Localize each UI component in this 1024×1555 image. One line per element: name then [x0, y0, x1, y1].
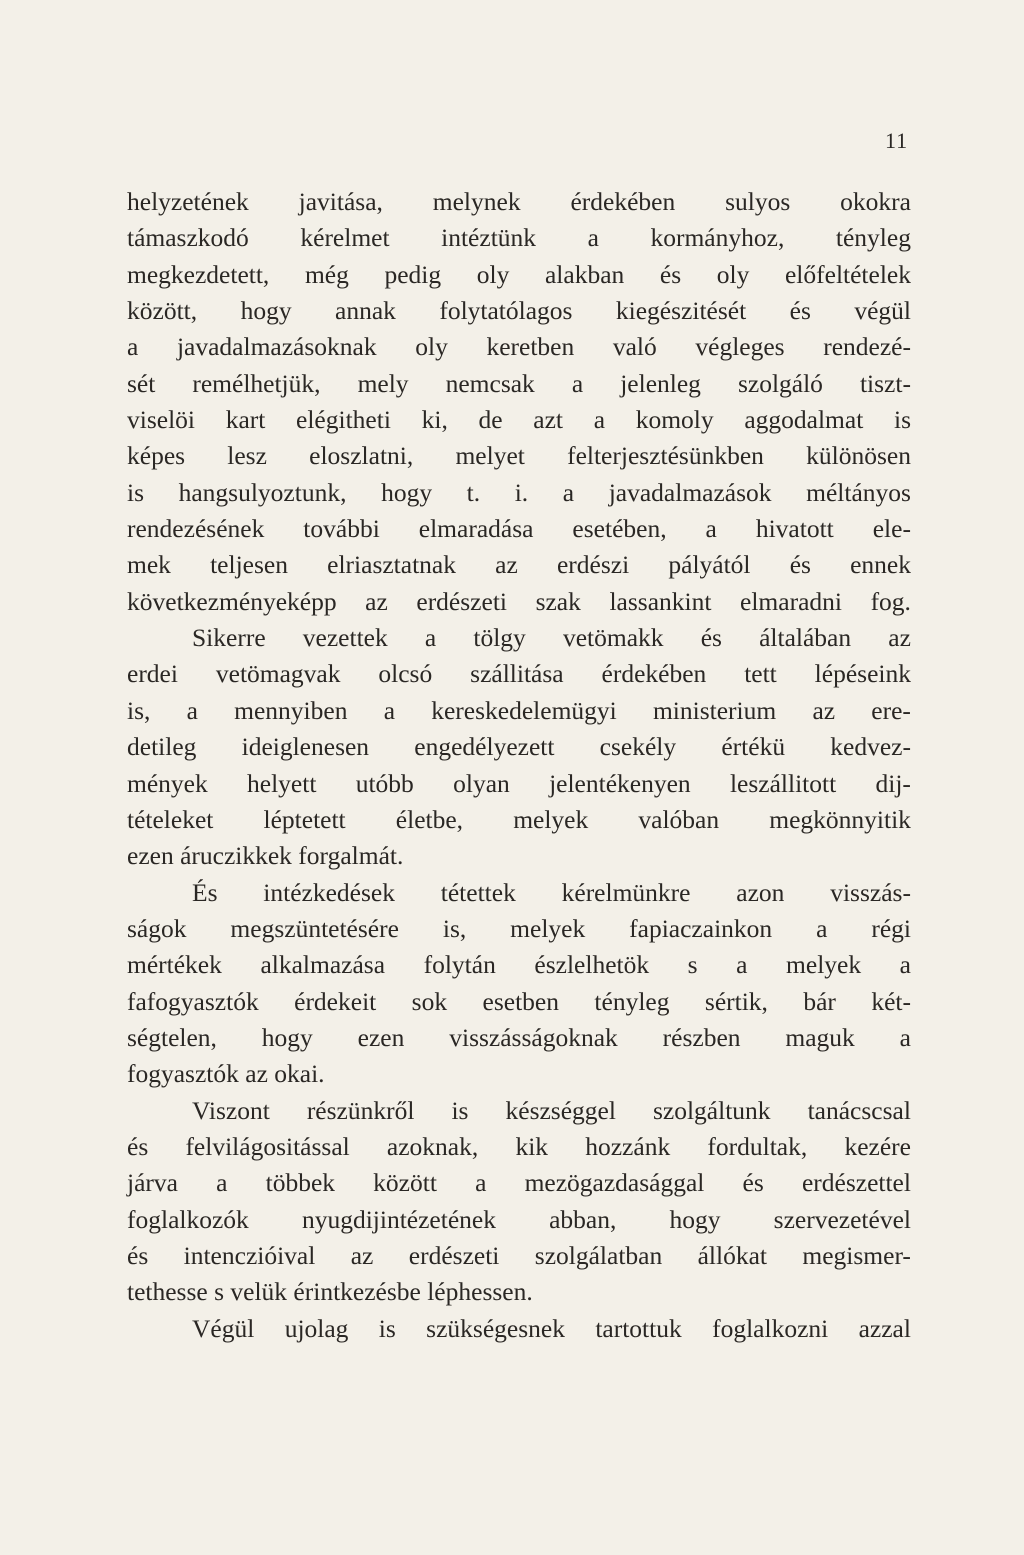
text-line: foglalkozók nyugdijintézetének abban, hogy szervezetével [127, 1204, 911, 1234]
text-line: következményeképp az erdészeti szak lassankint elmaradni fog. [127, 586, 911, 616]
text-line: És intézkedések tétettek kérelmünkre azon visszás- [192, 877, 911, 907]
text-line: mértékek alkalmazása folytán észlelhetök s a melyek a [127, 950, 911, 980]
text-line: és felvilágositással azoknak, kik hozzánk fordultak, kezére [127, 1131, 911, 1161]
text-line: erdei vetömagvak olcsó szállitása érdekében tett lépéseink [127, 659, 911, 689]
body-text [127, 184, 911, 1347]
text-line: Sikerre vezettek a tölgy vetömakk és általában az [192, 623, 911, 653]
text-line: mek teljesen elriasztatnak az erdészi pályától és ennek [127, 550, 911, 580]
text-line: képes lesz eloszlatni, melyet felterjesztésünkben különösen [127, 441, 911, 471]
text-line: ezen áruczikkek forgalmát. [127, 841, 404, 871]
text-line: és intenczióival az erdészeti szolgálatban állókat megismer- [127, 1240, 911, 1270]
text-line: tételeket léptetett életbe, melyek valóban megkönnyitik [127, 804, 911, 834]
text-line: detileg ideiglenesen engedélyezett csekély értékü kedvez- [127, 732, 911, 762]
text-line: Végül ujolag is szükségesnek tartottuk foglalkozni azzal [192, 1313, 911, 1343]
text-line: sét remélhetjük, mely nemcsak a jelenleg szolgáló tiszt- [127, 368, 911, 398]
text-line: viselöi kart elégitheti ki, de azt a komoly aggodalmat is [127, 405, 911, 435]
page-number: 11 [885, 128, 909, 153]
text-line: is, a mennyiben a kereskedelemügyi ministerium az ere- [127, 695, 911, 725]
text-line: járva a többek között a mezögazdasággal és erdészettel [127, 1168, 911, 1198]
text-line: fogyasztók az okai. [127, 1059, 325, 1089]
text-line: ségtelen, hogy ezen visszásságoknak részben maguk a [127, 1022, 911, 1052]
text-line: megkezdetett, még pedig oly alakban és oly előfeltételek [127, 259, 911, 289]
text-line: is hangsulyoztunk, hogy t. i. a javadalmazások méltányos [127, 477, 911, 507]
text-line: a javadalmazásoknak oly keretben való végleges rendezé- [127, 332, 911, 362]
text-line: Viszont részünkről is készséggel szolgáltunk tanácscsal [192, 1095, 911, 1125]
text-line: között, hogy annak folytatólagos kiegészitését és végül [127, 296, 911, 326]
text-line: támaszkodó kérelmet intéztünk a kormányhoz, tényleg [127, 223, 911, 253]
text-line: tethesse s velük érintkezésbe léphessen. [127, 1277, 533, 1307]
text-line: rendezésének további elmaradása esetében, a hivatott ele- [127, 514, 911, 544]
text-line: ságok megszüntetésére is, melyek fapiaczainkon a régi [127, 913, 911, 943]
text-line: mények helyett utóbb olyan jelentékenyen leszállitott dij- [127, 768, 911, 798]
text-line: helyzetének javitása, melynek érdekében sulyos okokra [127, 187, 911, 216]
text-line: fafogyasztók érdekeit sok esetben tényleg sértik, bár két- [127, 986, 911, 1016]
